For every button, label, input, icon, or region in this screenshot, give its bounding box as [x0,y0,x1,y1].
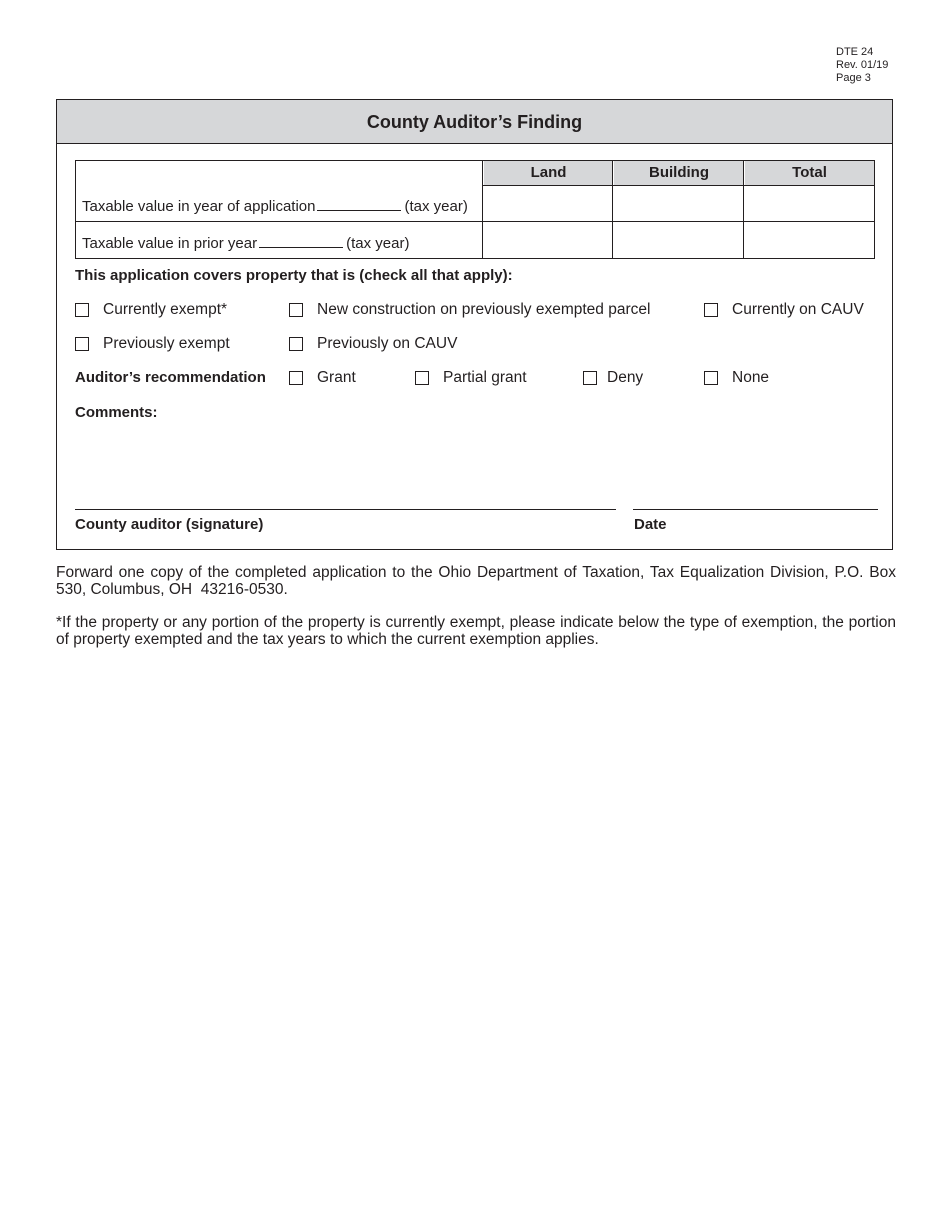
checkbox-deny[interactable] [583,371,597,385]
checkbox-currently-exempt[interactable] [75,303,89,317]
recommendation-label: Auditor’s recommendation [75,369,266,386]
table-divider [76,221,874,222]
option-label: Previously exempt [103,335,230,352]
checkbox-none[interactable] [704,371,718,385]
column-header-land: Land [484,161,613,185]
exemption-footnote: *If the property or any portion of the property is currently exempt, please indicate below the type of exemption, the portion of property exempted and the tax years to which the current exemption applies. [56,614,896,648]
option-label: Partial grant [443,369,527,386]
table-row [82,198,468,215]
signature-line[interactable] [75,509,616,510]
date-line[interactable] [633,509,878,510]
county-auditor-finding-panel [56,99,893,550]
taxable-value-table [75,160,875,259]
forwarding-instructions: Forward one copy of the completed application to the Ohio Department of Taxation, Tax Equalization Division, P.O. Box 530, Columbus, OH 43216-0530. [56,564,896,598]
comments-label: Comments: [75,404,158,421]
tax-year-blank[interactable] [259,235,343,248]
table-row [82,235,409,252]
total-value-cell[interactable] [745,187,873,220]
land-value-cell[interactable] [484,223,611,257]
checkbox-currently-on-cauv[interactable] [704,303,718,317]
comments-area[interactable] [75,426,873,502]
checkbox-grant[interactable] [289,371,303,385]
table-divider [743,161,744,258]
building-value-cell[interactable] [614,187,742,220]
table-divider [482,161,483,258]
tax-year-blank[interactable] [317,198,401,211]
tax-year-suffix: (tax year) [404,198,468,215]
column-header-building: Building [614,161,744,185]
checkbox-new-construction[interactable] [289,303,303,317]
table-divider [482,185,874,186]
building-value-cell[interactable] [614,223,742,257]
checkbox-previously-on-cauv[interactable] [289,337,303,351]
signature-label: County auditor (signature) [75,516,264,533]
table-divider [612,161,613,258]
row-label-application-year: Taxable value in year of application [82,198,316,215]
row-label-prior-year: Taxable value in prior year [82,235,258,252]
date-label: Date [634,516,667,533]
option-label: Grant [317,369,356,386]
form-number: DTE 24 [836,46,874,58]
option-label: Currently exempt* [103,301,228,318]
option-label: None [732,369,770,386]
panel-header [57,100,892,144]
column-header-total: Total [745,161,874,185]
form-revision: Rev. 01/19 [836,59,889,71]
page-number: Page 3 [836,72,871,84]
checkbox-partial-grant[interactable] [415,371,429,385]
option-label: New construction on previously exempted parcel [317,301,651,318]
form-identifier [836,46,888,85]
panel-title: County Auditor’s Finding [366,112,583,132]
tax-year-suffix: (tax year) [346,235,410,252]
option-label: Previously on CAUV [317,335,458,352]
total-value-cell[interactable] [745,223,873,257]
checkbox-previously-exempt[interactable] [75,337,89,351]
option-label: Deny [607,369,644,386]
property-type-heading: This application covers property that is (check all that apply): [75,267,513,284]
land-value-cell[interactable] [484,187,611,220]
option-label: Currently on CAUV [732,301,864,318]
